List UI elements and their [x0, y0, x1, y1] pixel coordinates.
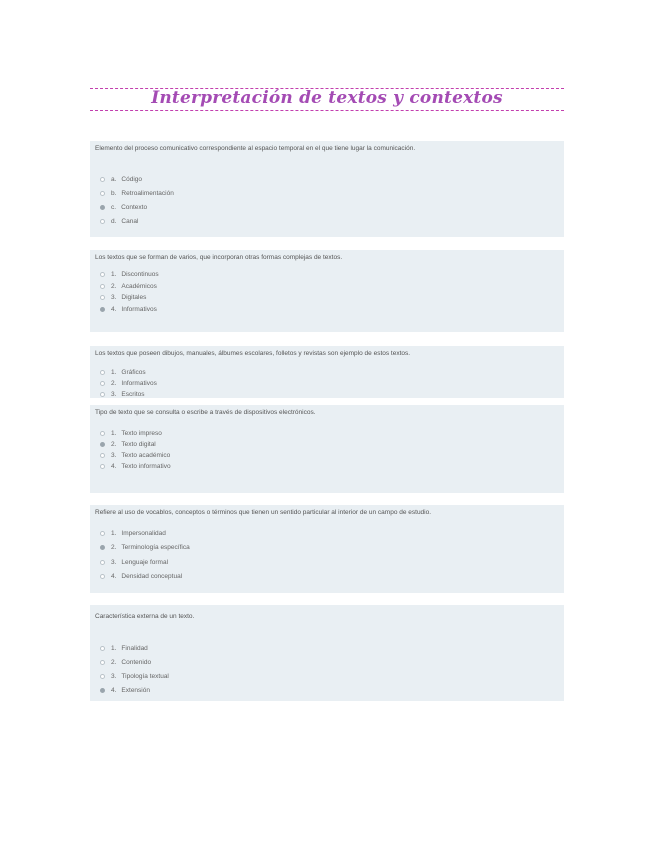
radio-button[interactable]	[100, 191, 105, 196]
radio-button[interactable]	[100, 531, 105, 536]
radio-button[interactable]	[100, 370, 105, 375]
answer-option[interactable]: 1. Texto impreso	[100, 430, 162, 437]
question-text: Tipo de texto que se consulta o escribe a través de dispositivos electrónicos.	[95, 409, 316, 416]
answer-option[interactable]: b. Retroalimentación	[100, 190, 174, 197]
option-label: Escritos	[121, 391, 145, 398]
option-label: Discontinuos	[121, 271, 159, 278]
answer-option[interactable]: 4. Informativos	[100, 306, 157, 313]
option-label: Densidad conceptual	[121, 573, 183, 580]
radio-button[interactable]	[100, 392, 105, 397]
answer-option[interactable]: 3. Escritos	[100, 391, 145, 398]
question-card-4	[90, 405, 564, 493]
radio-button[interactable]	[100, 646, 105, 651]
answer-option[interactable]: 3. Lenguaje formal	[100, 559, 168, 566]
option-label: Lenguaje formal	[121, 559, 169, 566]
radio-button[interactable]	[100, 574, 105, 579]
answer-option[interactable]: 1. Gráficos	[100, 369, 146, 376]
answer-option[interactable]: 4. Densidad conceptual	[100, 573, 182, 580]
radio-button[interactable]	[100, 560, 105, 565]
option-label: Retroalimentación	[121, 190, 174, 197]
radio-button-selected[interactable]	[100, 307, 105, 312]
answer-option[interactable]: 3. Digitales	[100, 294, 146, 301]
radio-button-selected[interactable]	[100, 205, 105, 210]
answer-option[interactable]: 1. Finalidad	[100, 645, 148, 652]
option-label: Finalidad	[121, 645, 148, 652]
answer-option[interactable]: 2. Terminología específica	[100, 544, 190, 551]
option-label: Informativos	[121, 306, 157, 313]
option-label: Tipología textual	[121, 673, 169, 680]
question-text: Los textos que poseen dibujos, manuales, álbumes escolares, folletos y revistas son ejemplo de estos textos.	[95, 350, 411, 357]
answer-option[interactable]: 1. Impersonalidad	[100, 530, 166, 537]
question-text: Característica externa de un texto.	[95, 613, 195, 620]
answer-option[interactable]: 3. Tipología textual	[100, 673, 169, 680]
answer-option[interactable]: c. Contexto	[100, 204, 147, 211]
question-card-1	[90, 141, 564, 237]
option-label: Informativos	[121, 380, 157, 387]
option-label: Extensión	[121, 687, 150, 694]
question-text: Refiere al uso de vocablos, conceptos o términos que tienen un sentido particular al interior de un campo de estudio.	[95, 509, 432, 516]
radio-button-selected[interactable]	[100, 442, 105, 447]
page-title: Interpretación de textos y contextos	[151, 88, 503, 108]
option-label: Canal	[121, 218, 139, 225]
radio-button[interactable]	[100, 464, 105, 469]
option-label: Académicos	[121, 283, 157, 290]
radio-button[interactable]	[100, 272, 105, 277]
answer-option[interactable]: 3. Texto académico	[100, 452, 170, 459]
answer-option[interactable]: 2. Texto digital	[100, 441, 156, 448]
answer-option[interactable]: a. Código	[100, 176, 142, 183]
option-label: Texto informativo	[121, 463, 171, 470]
answer-option[interactable]: 1. Discontinuos	[100, 271, 159, 278]
option-label: Gráficos	[121, 369, 146, 376]
option-label: Terminología específica	[121, 544, 190, 551]
question-card-5	[90, 505, 564, 593]
option-label: Texto digital	[121, 441, 156, 448]
answer-option[interactable]: 2. Informativos	[100, 380, 157, 387]
radio-button[interactable]	[100, 219, 105, 224]
radio-button[interactable]	[100, 177, 105, 182]
radio-button[interactable]	[100, 453, 105, 458]
radio-button-selected[interactable]	[100, 688, 105, 693]
question-card-3	[90, 346, 564, 398]
question-text: Elemento del proceso comunicativo correspondiente al espacio temporal en el que tiene lugar la comunicación.	[95, 145, 416, 152]
answer-option[interactable]: d. Canal	[100, 218, 138, 225]
radio-button[interactable]	[100, 295, 105, 300]
option-label: Contexto	[121, 204, 148, 211]
question-text: Los textos que se forman de varios, que incorporan otras formas complejas de textos.	[95, 254, 343, 261]
answer-option[interactable]: 2. Contenido	[100, 659, 151, 666]
question-card-6	[90, 605, 564, 701]
answer-option[interactable]: 2. Académicos	[100, 283, 157, 290]
option-label: Texto impreso	[121, 430, 162, 437]
option-label: Digitales	[121, 294, 147, 301]
option-label: Texto académico	[121, 452, 171, 459]
title-rule-bottom	[90, 110, 564, 111]
radio-button-selected[interactable]	[100, 545, 105, 550]
option-label: Código	[121, 176, 143, 183]
radio-button[interactable]	[100, 431, 105, 436]
radio-button[interactable]	[100, 381, 105, 386]
option-label: Impersonalidad	[121, 530, 166, 537]
answer-option[interactable]: 4. Extensión	[100, 687, 150, 694]
radio-button[interactable]	[100, 284, 105, 289]
radio-button[interactable]	[100, 660, 105, 665]
option-label: Contenido	[121, 659, 152, 666]
radio-button[interactable]	[100, 674, 105, 679]
answer-option[interactable]: 4. Texto informativo	[100, 463, 171, 470]
question-card-2	[90, 250, 564, 332]
